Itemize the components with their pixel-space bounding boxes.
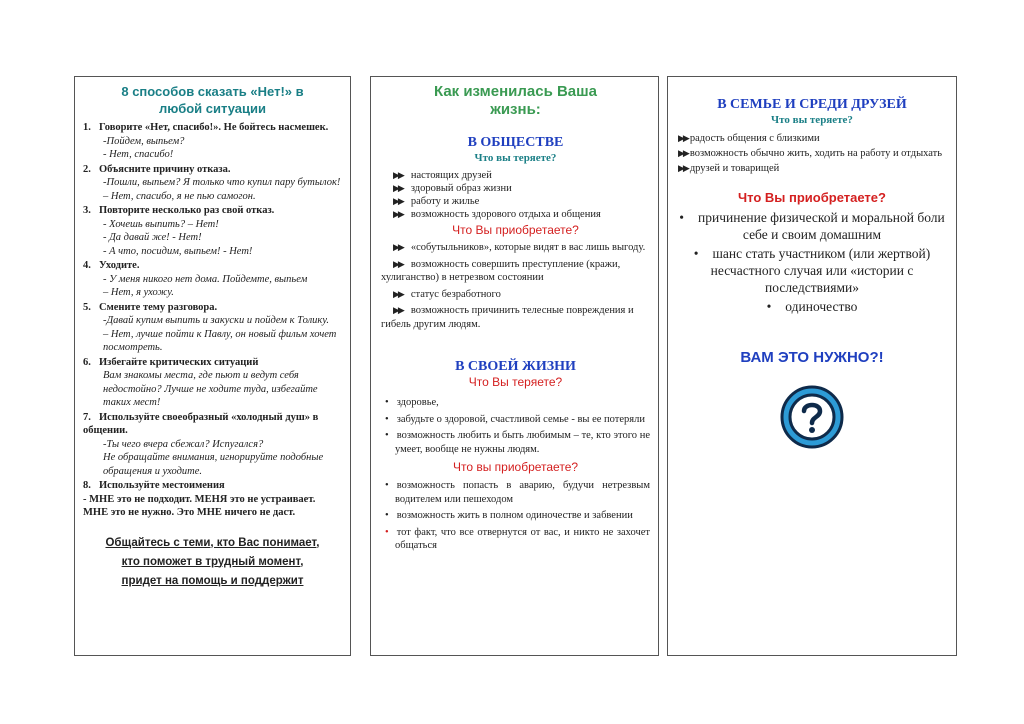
life-lose-label: Что Вы теряете? [468, 375, 563, 389]
list-item [381, 241, 650, 255]
list-item [381, 429, 650, 456]
way-heading-text: Объясните причину отказа. [99, 163, 231, 175]
way-heading-text: Смените тему разговора. [99, 301, 218, 313]
way-example: - Да давай же! - Нет! [103, 232, 202, 243]
double-arrow-icon: ▶▶ [393, 288, 403, 299]
way-example: - Нет, спасибо! [103, 149, 174, 160]
way-number: 2. [83, 163, 91, 175]
list-item [678, 209, 946, 243]
way-number: 4. [83, 260, 91, 271]
list-item-text: возможность причинить телесные повреждения и гибель другим людям. [381, 305, 634, 330]
bullet-icon: • [693, 246, 699, 261]
double-arrow-icon: ▶▶ [393, 196, 403, 206]
life-lose-list [381, 396, 650, 456]
list-item-text: возможность совершить преступление (кражи, хулиганство) в нетрезвом состоянии [381, 258, 621, 283]
list-item-text: друзей и товарищей [689, 163, 780, 174]
society-gain-label: Что Вы приобретаете? [452, 223, 579, 237]
way-heading [83, 259, 342, 273]
way-heading [83, 204, 342, 218]
way-heading-text: Используйте местоимения [99, 480, 225, 491]
bullet-icon: • [385, 397, 389, 408]
family-gain-list [678, 209, 946, 315]
list-item [678, 245, 946, 296]
way-example: -Пошли, выпьем? Я только что купил пару бутылок! [103, 177, 341, 188]
list-item-text: возможность любить и быть любимым – те, кто этого не умеет, вообще не нужны людям. [395, 430, 650, 455]
family-lose-label: Что вы теряете? [771, 114, 853, 126]
panel2-title [381, 83, 650, 119]
panel2-title-line1: Как изменилась Ваша [433, 83, 597, 100]
footer-line2: кто поможет в трудный момент, [121, 555, 304, 568]
way-item [83, 479, 342, 520]
way-heading [83, 411, 342, 438]
family-gain-label: Что Вы приобретаете? [738, 190, 886, 205]
way-number: 3. [83, 205, 91, 216]
list-item-text: забудьте о здоровой, счастливой семье - вы ее потеряли [396, 413, 645, 425]
life-title: В СВОЕЙ ЖИЗНИ [455, 359, 576, 374]
list-item [381, 182, 650, 195]
list-item [381, 479, 650, 506]
bullet-icon: • [385, 430, 389, 441]
list-item-text: возможность жить в полном одиночестве и забвении [396, 510, 633, 521]
list-item [678, 161, 946, 176]
way-heading-text: Уходите. [99, 260, 140, 271]
double-arrow-icon: ▶▶ [393, 242, 403, 252]
bullet-icon: • [385, 413, 389, 425]
list-item-text: здоровый образ жизни [410, 183, 512, 194]
double-arrow-icon: ▶▶ [678, 163, 688, 173]
list-item-text: работу и жилье [410, 196, 480, 207]
double-arrow-icon: ▶▶ [393, 183, 403, 193]
way-example: – Нет, я ухожу. [103, 287, 174, 298]
list-item-text: возможность здорового отдыха и общения [410, 209, 601, 220]
family-title: В СЕМЬЕ И СРЕДИ ДРУЗЕЙ [717, 97, 907, 112]
list-item [381, 526, 650, 553]
footer-line1: Общайтесь с теми, кто Вас понимает, [105, 536, 320, 549]
list-item-text: шанс стать участником (или жертвой) несчастного случая или «истории с последствиями» [710, 246, 931, 295]
panel1-title-line1: 8 способов сказать «Нет!» в [121, 84, 304, 99]
way-item [83, 301, 342, 355]
way-example: - МНЕ это не подходит. МЕНЯ это не устраивает. МНЕ это не нужно. Это МНЕ ничего не даст. [83, 493, 316, 518]
way-number: 5. [83, 301, 91, 313]
life-gain-list [381, 479, 650, 553]
list-item [678, 298, 946, 315]
way-item [83, 121, 342, 162]
ways-list [83, 121, 342, 520]
list-item [678, 131, 946, 146]
double-arrow-icon: ▶▶ [678, 148, 688, 158]
panel2-title-line2: жизнь: [490, 101, 541, 118]
way-item [83, 259, 342, 300]
question-mark-icon [779, 384, 845, 450]
double-arrow-icon: ▶▶ [393, 305, 403, 315]
list-item [381, 413, 650, 427]
way-heading-text: Избегайте критических ситуаций [99, 356, 259, 368]
way-heading-text: Говорите «Нет, спасибо!». Не бойтесь насмешек. [99, 122, 329, 133]
way-example: - Хочешь выпить? – Нет! [103, 218, 219, 230]
list-item [381, 396, 650, 410]
bullet-icon: • [385, 526, 389, 538]
way-example: – Нет, лучше пойти к Павлу, он новый фильм хочет посмотреть. [103, 328, 337, 353]
footer-line3: придет на помощь и поддержит [121, 574, 304, 587]
way-heading-text: Повторите несколько раз свой отказ. [99, 205, 275, 216]
list-item-text: одиночество [785, 299, 858, 314]
way-heading [83, 479, 342, 493]
way-heading [83, 163, 342, 177]
way-heading-text: Используйте своеобразный «холодный душ» в общении. [83, 411, 319, 436]
double-arrow-icon: ▶▶ [393, 258, 403, 269]
bullet-icon: • [385, 510, 389, 521]
way-example: - У меня никого нет дома. Пойдемте, выпьем [103, 273, 308, 285]
society-title: В ОБЩЕСТВЕ [467, 135, 564, 150]
society-lose-list [381, 169, 650, 221]
list-item [381, 288, 650, 302]
way-example: - А что, посидим, выпьем! - Нет! [103, 245, 253, 257]
panel1-title [83, 83, 342, 117]
list-item-text: тот факт, что все отвернутся от вас, и никто не захочет общаться [395, 526, 650, 551]
way-item [83, 204, 342, 258]
society-lose-label: Что вы теряете? [474, 152, 557, 164]
double-arrow-icon: ▶▶ [678, 133, 688, 143]
list-item-text: возможность обычно жить, ходить на работу и отдыхать [689, 148, 943, 159]
life-gain-label: Что вы приобретаете? [452, 460, 579, 474]
way-heading [83, 301, 342, 315]
bullet-icon: • [766, 299, 772, 314]
list-item [381, 208, 650, 221]
way-item [83, 163, 342, 204]
list-item [381, 304, 650, 331]
way-heading [83, 121, 342, 135]
list-item [381, 195, 650, 208]
way-example: – Нет, спасибо, я не пью самогон. [103, 190, 256, 202]
way-item [83, 356, 342, 410]
panel1-title-line2: любой ситуации [159, 101, 266, 116]
bullet-icon: • [679, 210, 684, 225]
panel-family-friends [667, 76, 957, 656]
list-item-text: «собутыльников», которые видят в вас лишь выгоду. [410, 242, 646, 253]
way-number: 6. [83, 356, 91, 368]
way-example: Не обращайте внимания, игнорируйте подобные обращения и уходите. [103, 452, 324, 477]
double-arrow-icon: ▶▶ [393, 209, 403, 219]
double-arrow-icon: ▶▶ [393, 170, 403, 180]
bullet-icon: • [385, 480, 389, 491]
list-item [678, 146, 946, 161]
way-example: -Ты чего вчера сбежал? Испугался? [103, 438, 264, 450]
list-item-text: причинение физической и моральной боли себе и своим домашним [698, 210, 945, 242]
list-item [381, 509, 650, 523]
list-item [381, 169, 650, 182]
way-number: 7. [83, 411, 91, 423]
way-example: Вам знакомы места, где пьют и ведут себя недостойно? Лучше не ходите туда, избегайте таких мест! [103, 370, 318, 408]
list-item-text: настоящих друзей [410, 170, 492, 181]
way-example: -Давай купим выпить и закуски и пойдем к Толику. [103, 315, 329, 326]
list-item-text: радость общения с близкими [689, 133, 820, 144]
family-lose-list [678, 131, 946, 176]
panel-ways-to-say-no [74, 76, 351, 656]
question-heading: ВАМ ЭТО НУЖНО?! [740, 349, 884, 366]
list-item [381, 258, 650, 285]
society-gain-list [381, 241, 650, 331]
way-number: 8. [83, 480, 91, 491]
way-example: -Пойдем, выпьем? [103, 135, 185, 147]
way-number: 1. [83, 122, 91, 133]
list-item-text: статус безработного [410, 288, 501, 300]
panel-how-life-changed [370, 76, 659, 656]
panel1-footer [83, 534, 342, 591]
way-item [83, 411, 342, 479]
list-item-text: здоровье, [396, 397, 439, 408]
list-item-text: возможность попасть в аварию, будучи нетрезвым водителем или пешеходом [395, 480, 650, 505]
way-heading [83, 356, 342, 370]
